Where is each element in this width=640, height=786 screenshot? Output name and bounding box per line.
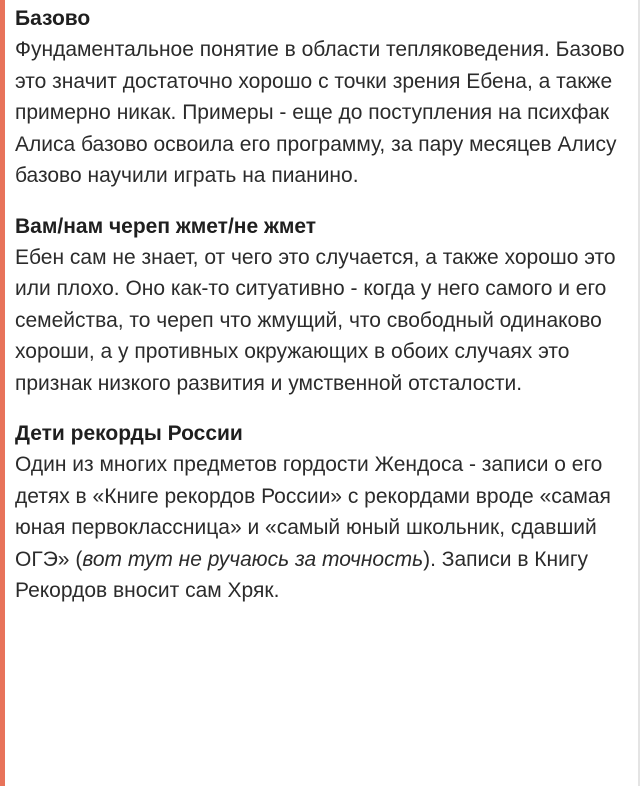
entry-text-after: ). Записи в Книгу Рекордов вносит сам Хряк. xyxy=(15,547,589,602)
entry-text-italic: вот тут не ручаюсь за точность xyxy=(82,547,424,571)
entry-text-before: Один из многих предметов гордости Жендоса - записи о его детях в «Книге рекордов России» с рекордами вроде «самая юная первоклассница» и «самый юный школьник, сдавший ОГЭ» ( xyxy=(15,453,611,571)
glossary-entry-rekordy xyxy=(15,419,625,607)
entry-heading: Базово xyxy=(15,7,91,30)
entry-heading: Вам/нам череп жмет/не жмет xyxy=(15,214,317,238)
glossary-entry-bazovo xyxy=(15,4,625,192)
entry-text: Ебен сам не знает, от чего это случается, а также хорошо это или плохо. Оно как-то ситуативно - когда у него самого и его семейства, то череп что жмущий, что свободный одинаково хороши, а у противных окружающих в обоих случаях это признак низкого развития и умственной отсталости. xyxy=(15,245,616,395)
entry-heading: Дети рекорды России xyxy=(15,422,243,445)
quote-accent-bar xyxy=(0,0,5,786)
glossary-content xyxy=(15,4,625,627)
entry-text xyxy=(15,449,625,607)
entry-text: Фундаментальное понятие в области тепляковедения. Базово это значит достаточно хорошо с точки зрения Ебена, а также примерно никак. Примеры - еще до поступления на психфак Алиса базово освоила его программу, за пару месяцев Алису базово научили играть на пианино. xyxy=(15,38,625,187)
glossary-entry-cherep xyxy=(15,212,625,400)
